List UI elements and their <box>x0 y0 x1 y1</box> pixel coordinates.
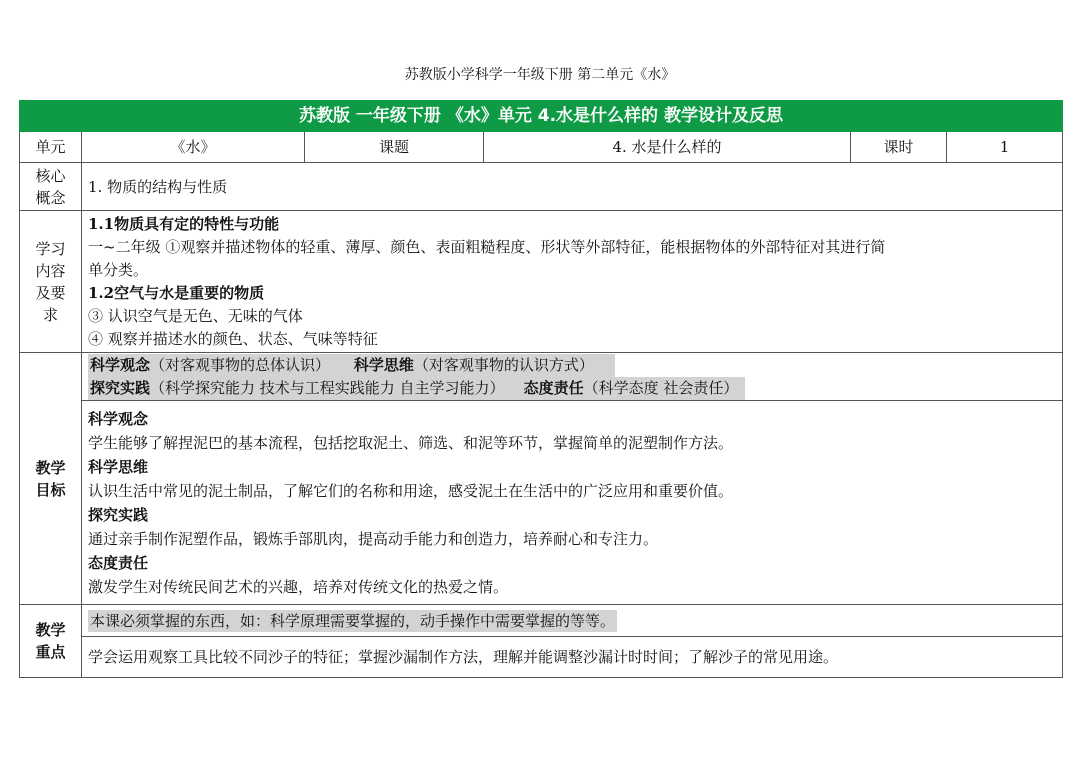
title-banner-row <box>20 101 1063 132</box>
goals-details <box>82 401 1063 605</box>
hours-label: 课时 <box>851 132 947 163</box>
key-points-label-line: 教学 <box>35 621 66 639</box>
title-banner: 苏教版 一年级下册 《水》单元 4.水是什么样的 教学设计及反思 <box>20 101 1063 132</box>
key-points-value: 学会运用观察工具比较不同沙子的特征；掌握沙漏制作方法，理解并能调整沙漏计时时间；了解沙子的常见用途。 <box>82 637 1063 678</box>
goal-heading: 探究实践 <box>88 505 149 524</box>
goal-text: 通过亲手制作泥塑作品，锻炼手部肌肉，提高动手能力和创造力，培养耐心和专注力。 <box>88 529 659 548</box>
requirement-line: ④ 观察并描述水的颜色、状态、气味等特征 <box>88 329 378 348</box>
goals-summary-line2 <box>88 377 745 400</box>
summary-item-note: （对客观事物的总体认识） <box>150 355 331 374</box>
requirements-label-line: 学习 <box>35 239 66 258</box>
goals-detail-row <box>20 401 1063 605</box>
key-points-label-line: 重点 <box>35 643 66 661</box>
goal-text: 学生能够了解捏泥巴的基本流程，包括挖取泥土、筛选、和泥等环节，掌握简单的泥塑制作方法。 <box>88 433 734 452</box>
requirement-line: 单分类。 <box>88 260 149 279</box>
goals-summary-row <box>20 353 1063 401</box>
key-points-hint-cell <box>82 605 1063 637</box>
page-header: 苏教版小学科学一年级下册 第二单元《水》 <box>404 67 676 83</box>
lesson-label: 课题 <box>305 132 484 163</box>
core-concept-label <box>20 163 82 211</box>
lesson-value: 4. 水是什么样的 <box>484 132 851 163</box>
goal-heading: 科学思维 <box>88 457 149 476</box>
summary-item-note: （对客观事物的认识方式） <box>413 355 594 374</box>
requirement-heading: 1.1物质具有定的特性与功能 <box>88 214 280 233</box>
requirements-label-line: 及要 <box>35 283 66 302</box>
goals-label-line: 教学 <box>35 458 66 477</box>
requirement-line: 一~二年级 ①观察并描述物体的轻重、薄厚、颜色、表面粗糙程度、形状等外部特征，能根据物体的外部特征对其进行简 <box>88 237 886 256</box>
key-points-hint-row <box>20 605 1063 637</box>
summary-item-heading: 探究实践 <box>90 378 151 397</box>
core-concept-value: 1. 物质的结构与性质 <box>82 163 1063 211</box>
goal-heading: 态度责任 <box>88 553 149 572</box>
goals-summary <box>82 353 1063 401</box>
requirement-heading: 1.2空气与水是重要的物质 <box>88 283 265 302</box>
unit-value: 《水》 <box>82 132 305 163</box>
unit-label: 单元 <box>20 132 82 163</box>
summary-item-note: （科学态度 社会责任） <box>583 378 739 397</box>
goals-label-line: 目标 <box>35 480 66 499</box>
core-concept-row <box>20 163 1063 211</box>
goal-heading: 科学观念 <box>88 409 149 428</box>
core-concept-label-line: 概念 <box>35 188 66 207</box>
summary-item-heading: 科学思维 <box>353 355 414 374</box>
requirement-line: ③ 认识空气是无色、无味的气体 <box>88 306 303 325</box>
key-points-label <box>20 605 82 678</box>
requirements-label-line: 内容 <box>35 261 66 280</box>
goals-summary-line1 <box>88 354 615 377</box>
requirements-label-line: 求 <box>42 305 58 324</box>
goal-text: 认识生活中常见的泥土制品，了解它们的名称和用途，感受泥土在生活中的广泛应用和重要价值。 <box>88 481 734 500</box>
core-concept-label-line: 核心 <box>35 166 66 185</box>
requirements-row <box>20 211 1063 353</box>
summary-item-heading: 科学观念 <box>90 355 151 374</box>
goals-label <box>20 353 82 605</box>
hours-value: 1 <box>947 132 1063 163</box>
key-points-row <box>20 637 1063 678</box>
summary-item-heading: 态度责任 <box>523 378 584 397</box>
requirements-content <box>82 211 1063 353</box>
goal-text: 激发学生对传统民间艺术的兴趣，培养对传统文化的热爱之情。 <box>88 577 509 596</box>
summary-item-note: （科学探究能力 技术与工程实践能力 自主学习能力） <box>150 378 505 397</box>
requirements-label <box>20 211 82 353</box>
lesson-plan-table <box>19 100 1063 678</box>
key-points-hint: 本课必须掌握的东西，如：科学原理需要掌握的，动手操作中需要掌握的等等。 <box>90 611 616 630</box>
info-row <box>20 132 1063 163</box>
